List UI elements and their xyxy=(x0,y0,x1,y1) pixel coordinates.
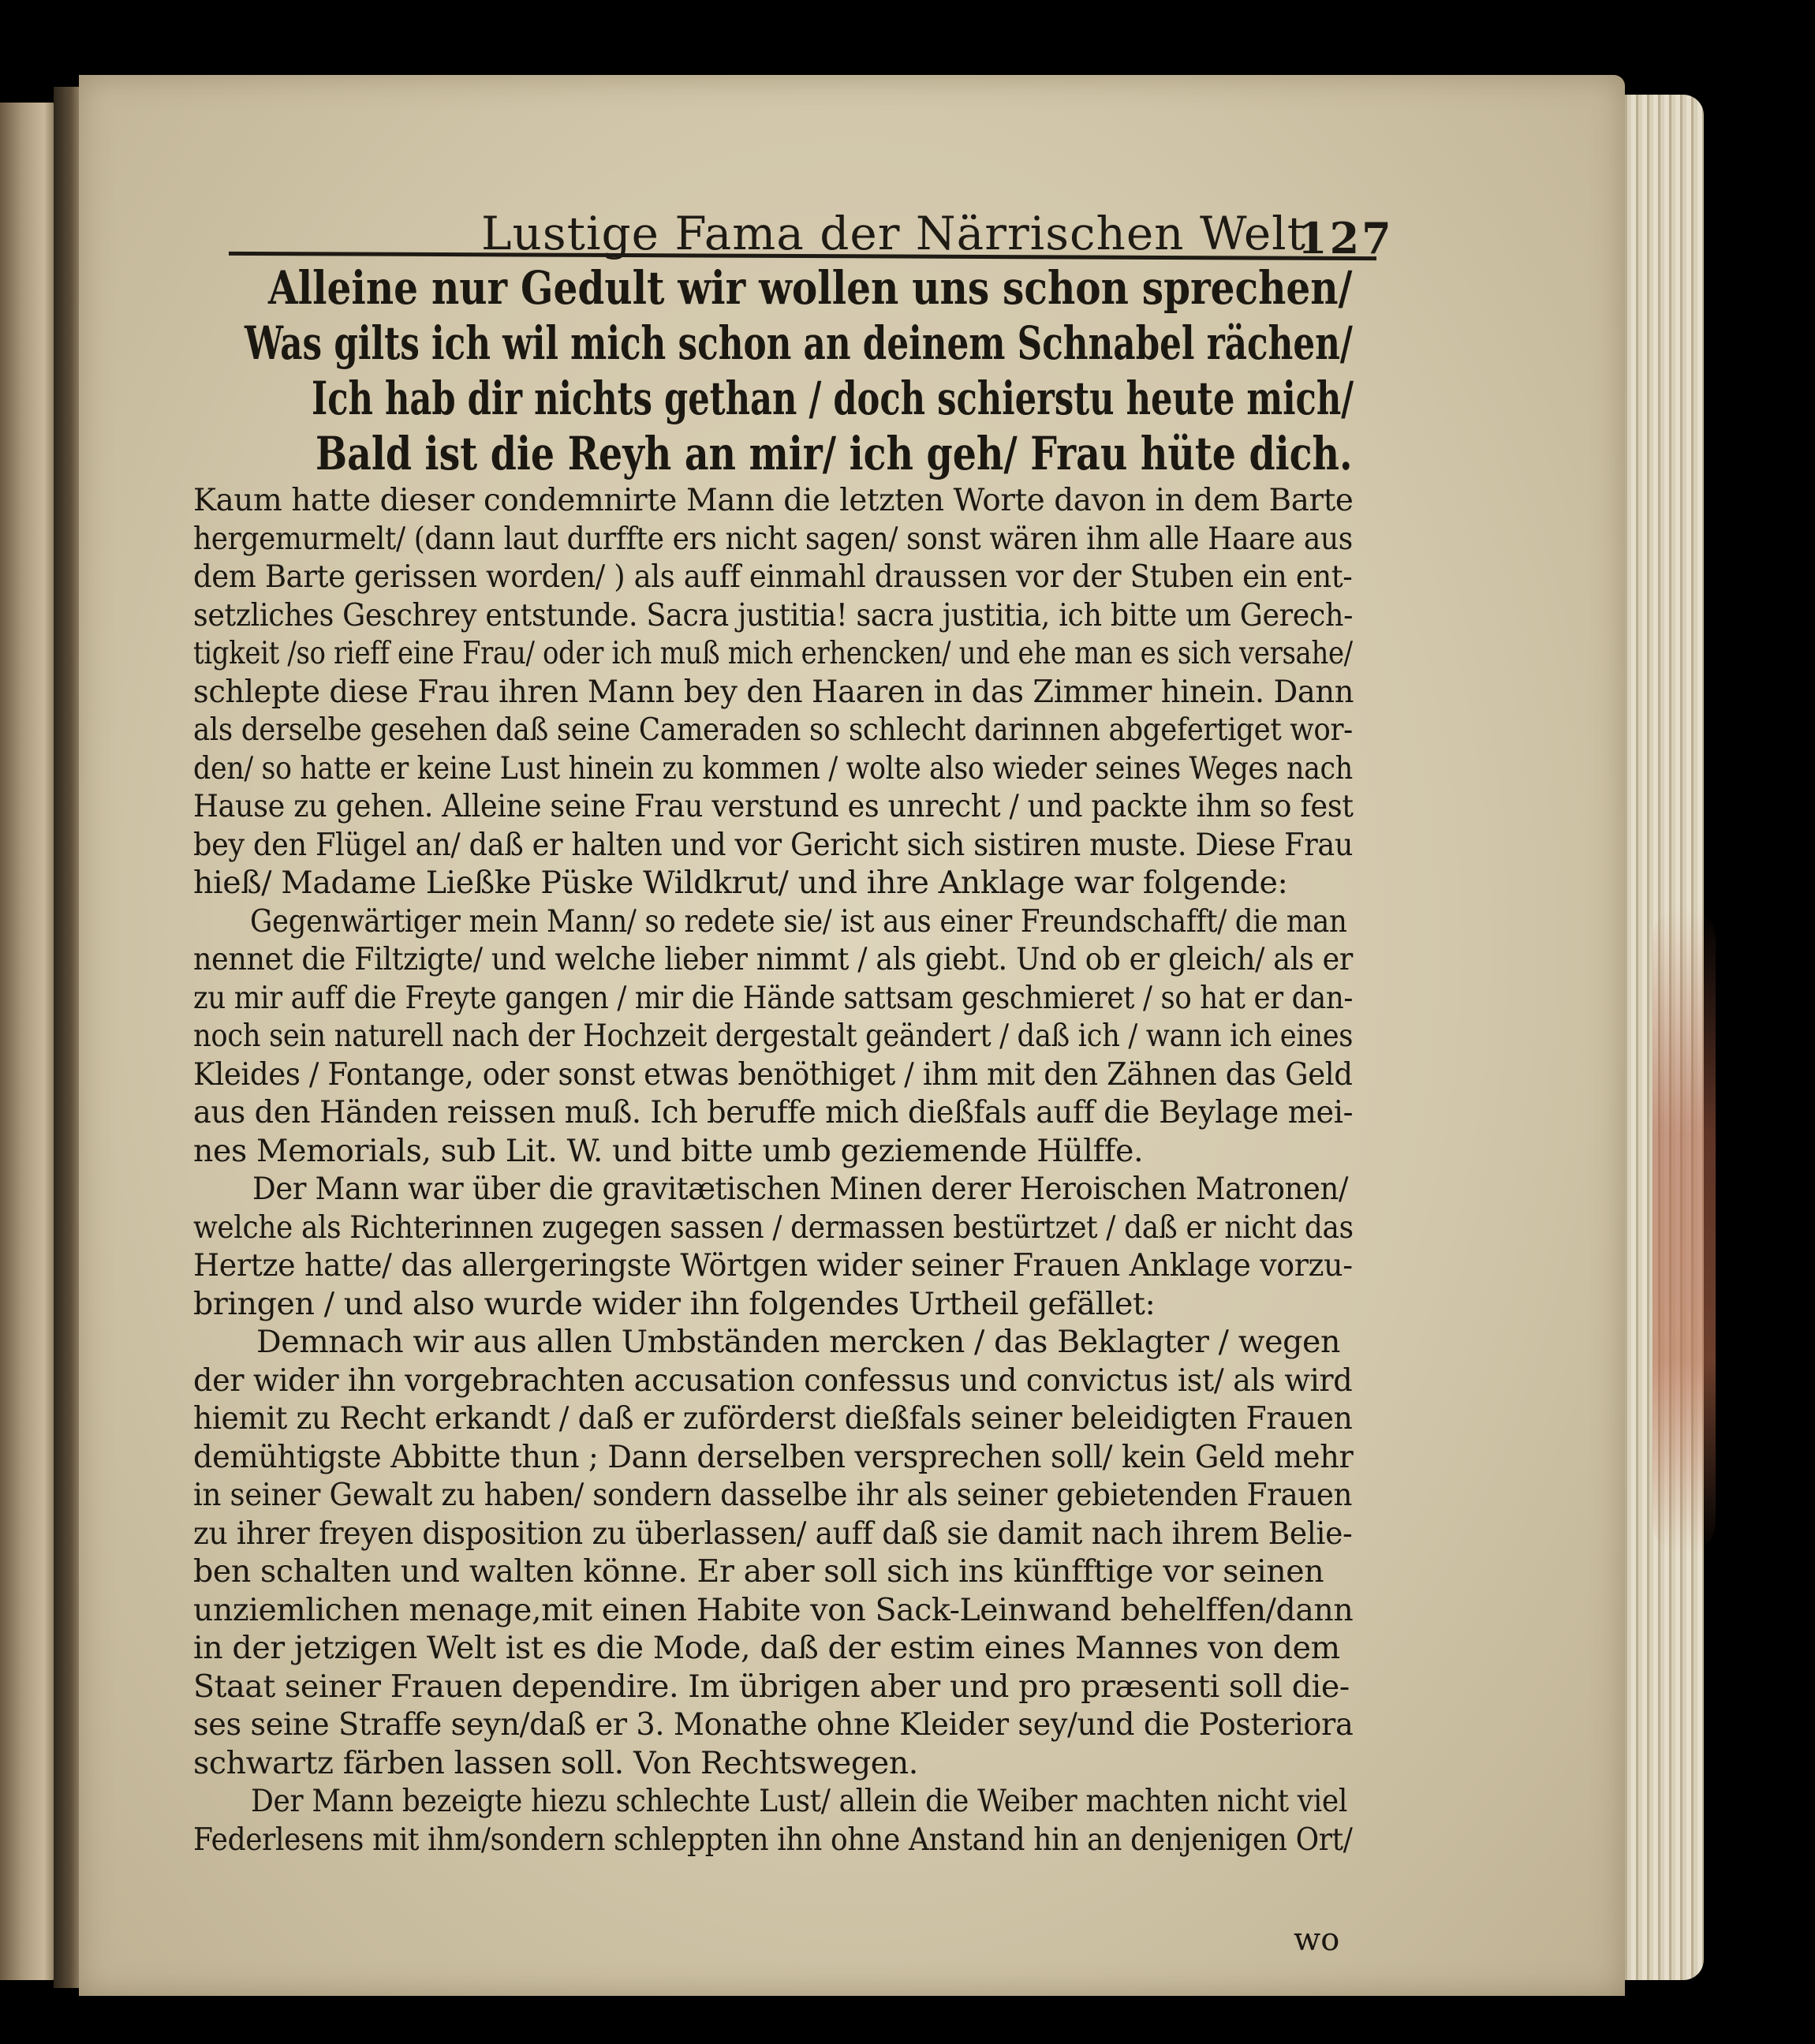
prose-line: unziemlichen menage,mit einen Habite von Sack-Leinwand behelffen/dann xyxy=(193,1591,1354,1628)
prose-line: Federlesens mit ihm/sondern schleppten ihn ohne Anstand hin an denjenigen Ort/ xyxy=(193,1821,1353,1858)
prose-line: Hause zu gehen. Alleine seine Frau verstund es unrecht / und packte ihm so fest xyxy=(193,788,1354,824)
prose-line: ben schalten und walten könne. Er aber soll sich ins künfftige vor seinen xyxy=(193,1553,1324,1590)
prose-body xyxy=(193,481,1353,1859)
prose-line: Demnach wir aus allen Umbständen mercken / das Beklagter / wegen xyxy=(256,1324,1341,1360)
prose-line: hiemit zu Recht erkandt / daß er zuförderst dießfals seiner beleidigten Frauen xyxy=(193,1400,1353,1437)
prose-line: dem Barte gerissen worden/ ) als auff einmahl draussen vor der Stuben ein ent- xyxy=(193,559,1353,595)
page-edge-stain xyxy=(1653,907,1716,1554)
prose-line: hergemurmelt/ (dann laut durffte ers nicht sagen/ sonst wären ihm alle Haare aus xyxy=(193,520,1353,557)
page-number: 127 xyxy=(1298,213,1394,263)
prose-line: zu ihrer freyen disposition zu überlassen/ auff daß sie damit nach ihrem Belie- xyxy=(193,1515,1353,1552)
prose-line: nes Memorials, sub Lit. W. und bitte umb geziemende Hülffe. xyxy=(193,1132,1144,1169)
prose-line: hieß/ Madame Ließke Püske Wildkrut/ und ihre Anklage war folgende: xyxy=(193,865,1288,901)
book-gutter xyxy=(54,87,82,1988)
prose-line: Der Mann war über die gravitætischen Minen derer Heroischen Matronen/ xyxy=(252,1171,1349,1207)
prose-line: nennet die Filtzigte/ und welche lieber nimmt / als giebt. Und ob er gleich/ als er xyxy=(193,941,1353,977)
catchword: wo xyxy=(1294,1922,1340,1958)
prose-line: schwartz färben lassen soll. Von Rechtswegen. xyxy=(193,1744,918,1781)
prose-line: Gegenwärtiger mein Mann/ so redete sie/ ist aus einer Freundschafft/ die man xyxy=(250,902,1347,940)
verse-line: Was gilts ich wil mich schon an deinem Schnabel rächen/ xyxy=(245,316,1353,370)
prose-line: Hertze hatte/ das allergeringste Wörtgen wider seiner Frauen Anklage vorzu- xyxy=(193,1247,1353,1284)
verse-line: Bald ist die Reyh an mir/ ich geh/ Frau hüte dich. xyxy=(316,427,1353,480)
verse-stanza xyxy=(193,260,1353,481)
prose-line: in der jetzigen Welt ist es die Mode, daß der estim eines Mannes von dem xyxy=(193,1630,1340,1666)
prose-line: setzliches Geschrey entstunde. Sacra justitia! sacra justitia, ich bitte um Gerech- xyxy=(193,596,1354,633)
prose-line: tigkeit /so rieff eine Frau/ oder ich muß mich erhencken/ und ehe man es sich versahe/ xyxy=(193,635,1353,671)
prose-line: Der Mann bezeigte hiezu schlechte Lust/ allein die Weiber machten nicht viel xyxy=(250,1783,1348,1819)
prose-line: Staat seiner Frauen dependire. Im übrigen aber und pro præsenti soll die- xyxy=(193,1668,1350,1705)
prose-line: den/ so hatte er keine Lust hinein zu kommen / wolte also wieder seines Weges nach xyxy=(193,749,1353,787)
left-page-edge xyxy=(0,103,55,1980)
prose-line: ses seine Straffe seyn/daß er 3. Monathe ohne Kleider sey/und die Posteriora xyxy=(193,1706,1354,1743)
running-head: Lustige Fama der Närrischen Welt. xyxy=(481,207,1322,260)
prose-line: noch sein naturell nach der Hochzeit dergestalt geändert / daß ich / wann ich eines xyxy=(193,1018,1354,1054)
prose-line: welche als Richterinnen zugegen sassen / dermassen bestürtzet / daß er nicht das xyxy=(193,1209,1354,1246)
verse-line: Alleine nur Gedult wir wollen uns schon sprechen/ xyxy=(268,261,1353,315)
prose-line: bey den Flügel an/ daß er halten und vor Gericht sich sistiren muste. Diese Frau xyxy=(193,826,1354,863)
prose-line: Kleides / Fontange, oder sonst etwas benöthiget / ihm mit den Zähnen das Geld xyxy=(193,1056,1353,1093)
prose-line: als derselbe gesehen daß seine Cameraden so schlecht darinnen abgefertiget wor- xyxy=(193,712,1353,748)
text-block xyxy=(193,260,1353,1859)
prose-line: Kaum hatte dieser condemnirte Mann die letzten Worte davon in dem Barte xyxy=(193,482,1354,518)
prose-line: schlepte diese Frau ihren Mann bey den Haaren in das Zimmer hinein. Dann xyxy=(193,673,1354,710)
prose-line: demühtigste Abbitte thun ; Dann derselben versprechen soll/ kein Geld mehr xyxy=(193,1438,1354,1475)
prose-line: bringen / und also wurde wider ihn folgendes Urtheil gefället: xyxy=(193,1285,1156,1322)
verse-line: Ich hab dir nichts gethan / doch schierstu heute mich/ xyxy=(312,372,1354,425)
prose-line: zu mir auff die Freyte gangen / mir die Hände sattsam geschmieret / so hat er dan- xyxy=(193,979,1354,1016)
prose-line: in seiner Gewalt zu haben/ sondern dasselbe ihr als seiner gebietenden Frauen xyxy=(193,1477,1353,1513)
prose-line: der wider ihn vorgebrachten accusation confessus und convictus ist/ als wird xyxy=(193,1362,1353,1399)
prose-line: aus den Händen reissen muß. Ich beruffe mich dießfals auff die Beylage mei- xyxy=(193,1094,1354,1130)
